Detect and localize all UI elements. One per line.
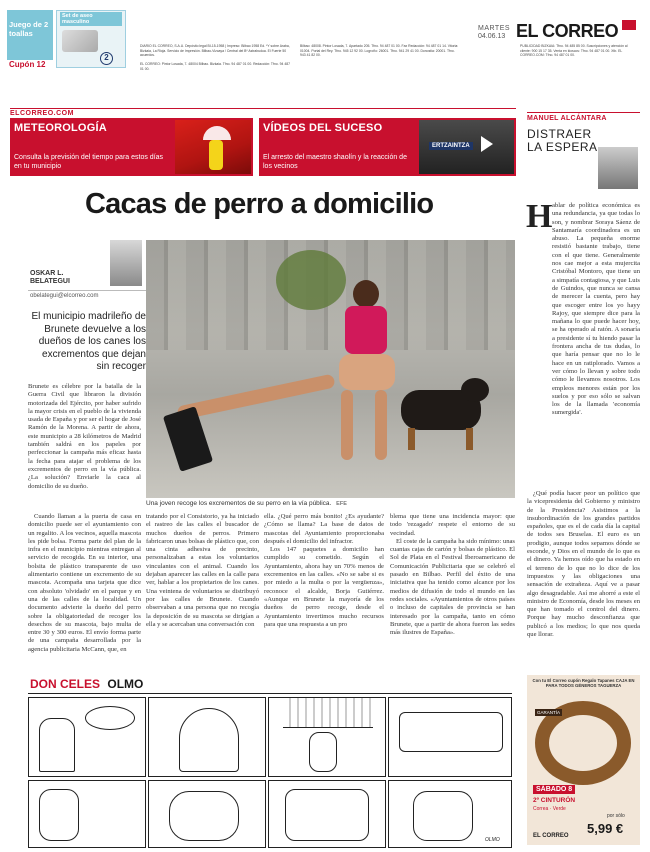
promo-kit-image — [62, 30, 98, 52]
article-col-4 — [390, 513, 515, 665]
column-dropcap: H — [526, 198, 553, 235]
raincoat-figure-icon — [209, 140, 223, 170]
comic-signature: OLMO — [485, 837, 500, 843]
meteo-banner[interactable] — [10, 118, 253, 176]
column-title: DISTRAER LA ESPERA — [527, 127, 598, 154]
ad-day-badge: SÁBADO 8 — [533, 785, 575, 794]
meteo-title: METEOROLOGÍA — [14, 122, 107, 134]
comic-panel-8 — [388, 780, 512, 848]
article-col-3b: Los 147 paquetes a domicilio han cumplido su cometido. Según el Ayuntamiento, ahora hay un 70% menos de excrementos en las calles. «No se sabe si es por miedo a la multa o por la vergüenza», reconoce el alcalde, Borja Gutiérrez. «Aunque en Brunete la mayoría de los dueños de perro recoge, desde el Ayuntamiento invertimos mucho recursos para que una respuesta a un pro — [264, 546, 384, 628]
comic-panel-3 — [268, 697, 386, 777]
article-photo — [146, 240, 515, 498]
web-section-rule — [10, 108, 516, 109]
credits-col-3: PUBLICIDAD BIZKAIA: Tfno. 94 485 85 00. Suscripciones y atención al cliente: 900 15 17 35. Venta en kioscos: Tfno. 94 487 01 00. Xtb. EL CORREO.COM: Tfno. 94 487 01 00. — [520, 44, 628, 58]
comic-panel-5 — [28, 780, 146, 848]
article-lead: El municipio madrileño de Brunete devuelve a los dueños de los canes los excrementos que dejan sin recoger — [31, 311, 146, 372]
masthead-logo: EL CORREO — [516, 21, 619, 41]
column-paragraph-1: ablar de política económica es una redundancia, ya que todas lo son, y nombrar Soraya Sáenz de Santamaría coordinadora es un abuso. La pequeña enorme resistió bastante trabajo, tiene con el que tiene. Generalmente nos cae mejor a esta mujercita Cristóbal Montoro, que tiene un a simpatía contagiosa, y que Luis de Guindos, que nunca se cansa de merecer la cuenta, pero hay que escoger entre los yo hayy Rajoy, que siempre dice para la mañana lo que puede hacer hoy, se ha operado al ratón. A sonaría a presidente sí tu hiendo pasar la frontera ancha de tus dudas, lo que haría pensar que no lo le hace en un ratiplorado. Vamos a ver cómo lo llevan y sobre todo cómo le llevamos nosotros. Los empleos menores están por los suelos y por eso sólo se salvan los de la llamada 'economía sumergida'. — [552, 202, 640, 417]
caption-text: Una joven recoge los excrementos de su perro en la vía pública. — [146, 500, 332, 507]
column-rule — [527, 112, 640, 113]
article-col-3a: ella. ¿Qué perro más bonito! ¿Es ayudante? ¿Cómo se llama? La base de datos de mascotas del Ayuntamiento proporcionaba después el domicilio del infractor. — [264, 513, 384, 545]
ad-brand-badge: GARANTÍA — [537, 710, 561, 715]
masthead-page-marker — [622, 20, 636, 30]
video-banner[interactable] — [259, 118, 516, 176]
article-col-2: tratando por el Consistorio, ya ha iniciado el rastreo de las calles el buscador de muchos dueños de perros. Primero fabricaron unas bolsas de plástico que, con una cinta adhesiva de precinto, personalizaban a estas los voluntarios vinculantes con el animal. Cuando los dejaban aparecer las calles en la calle para ver, hablar a los propietarios de los canes. Una veintena de voluntarios se distribuyó por las calles de Brunete. Cuando observaban a una persona que no recogía la deposición de su mascota se dirigían a ella y se acercaban una conversación con — [146, 513, 259, 628]
comic-panel-7 — [268, 780, 386, 848]
credits-address: EL CORREO: Pintor Losada, 7. 48004 Bilbao. Bizkaia. Tfno. 94 487 01 00. Redacción: Tfno. 94 487 01 00. — [140, 62, 290, 71]
ad-product: 2º CINTURÓN — [533, 797, 576, 804]
photo-bag — [163, 406, 213, 472]
video-text: El arresto del maestro shaolín y la reacción de los vecinos — [263, 154, 407, 170]
web-section-label: ELCORREO.COM — [10, 110, 74, 117]
photo-woman — [331, 280, 401, 470]
column-author: MANUEL ALCÁNTARA — [527, 115, 607, 122]
column-paragraph-1-cont — [527, 238, 640, 488]
umbrella-icon — [203, 126, 231, 140]
coupon-number-badge: 2 — [100, 52, 113, 65]
column-author-photo — [598, 147, 638, 189]
photo-caption — [146, 500, 515, 507]
ertzaintza-badge: ERTZAINTZA — [429, 142, 473, 150]
comic-rule — [28, 693, 512, 694]
byline-photo — [110, 240, 142, 286]
photo-arm-bag — [176, 374, 335, 421]
article-email[interactable]: obelategui@elcorreo.com — [30, 293, 99, 299]
article-col-3 — [264, 513, 384, 665]
comic-title-b: OLMO — [107, 677, 144, 691]
ad-logo: EL CORREO — [533, 833, 569, 839]
article-col-1b: Cuando llaman a la puerta de casa en domicilio puede ser el ayuntamiento con un regalito. A los vecinos, aquella mascota les pide bolsa. Forma parte del plan de la infra en el municipio mientras entregan al servicio de recogida. En su interior, una bolsita de plástico transparente de uso alimentario contiene un excremento de su mascota. Acompaña una tarjeta que dice con absoluto 'olvidado' en el parque y en una de las calles de la localidad. Un documento advierte la dueño del perro sobre la obligatoriedad de recoger los desechos de su mascota, bajo multa de entre 30 y 300 euros. El envío forma parte de una campaña desarrollada por la agencia publicitaria McCann, que, en — [28, 513, 141, 653]
credits-col-1: DIARIO EL CORREO, S.A.U. Depósito legal BI-15-1958 | Impreso: Bilbao 1958 Ed. *Y sobre Araba, Bizkaia, La Rioja. Servicio de Impresión. Bilbao-Vizcaya / Central del Bº Astrabudua. El Fuerte 50 acuerdos. — [140, 44, 290, 58]
belt-ad[interactable] — [527, 675, 640, 845]
comic-title-a: DON CELES — [30, 677, 101, 691]
promo-kit-title: Set de aseo masculino — [60, 12, 122, 26]
article-byline: OSKAR L. BELATEGUI — [30, 270, 70, 285]
article-col-4b: El coste de la campaña ha sido mínimo: unas cuantas cajas de cartón y bolsas de plástico. El Sol de Plata en el Festival Iberoamericano de Comunicación Publicitaria que se celebró el pasado en Bilbao. Perfil del éxito de una iniciativa que ha tenido como alcance por los medios de difusión de todo el mundo en las redes sociales. «Ayuntamientos de otros países o incluso de capitales de provincia se han interesado por la campaña, tanto en cómo Brunete, que a partir de ahora fueron las sedes más ilustres de España». — [390, 537, 515, 637]
comic-panel-2 — [148, 697, 266, 777]
video-thumbnail — [419, 120, 514, 174]
caption-credit: EFE — [336, 501, 347, 507]
byline-rule — [28, 290, 146, 291]
comic-panel-1 — [28, 697, 146, 777]
edition-date: 04.06.13 — [478, 33, 506, 40]
article-col-1: Brunete es célebre por la batalla de la Guerra Civil que libraron la división motorizada del Ejército, por haber sufrido la mayor crisis en el pueblo de la vivienda usada de España y por ser el hogar de José Ramón de la Morena. A partir de ahora, este municipio a 28 kilómetros de Madrid también saldrá en los papeles por perfeccionar la campaña más eficaz hasta la fecha para atajar el problema de los excrementos de perro en la vía pública. ¿La solución? Enviarle la caca al domicilio de su dueño. — [28, 383, 141, 490]
ad-top-text: Con tu El Correo cupón Regalo Tapanes CAJA EN PARA TODOS GÉNEROS TAGUERZA — [532, 678, 635, 689]
ad-price: 5,99 € — [587, 821, 624, 836]
article-headline: Cacas de perro a domicilio — [85, 188, 434, 220]
comic-title — [30, 677, 143, 691]
ad-product-sub: Correa · Verde — [533, 806, 566, 812]
video-title: VÍDEOS DEL SUCESO — [263, 122, 383, 134]
column-paragraph-2: ¿Qué podía hacer peor un político que la vicepresidenta del Gobierno y ministro de la Presidencia? Asistimos a la insubordinación de los grandes partidos españoles, que es el de cada día la capital de todos ses Bruselas. El euro es un prodigio, aunque todos sepamos dónde se esconde, y Dios en el mundo de lo que es el dinero. Ya hemos oído que ha estado en el terreno de lo que no lo dice de los impuestos y las obligaciones una sensación de extrañeza. Aquí ve a pasar algo desagradable. Así me ahorré a este el ministro de Economía, desde los meses en que han tomado el control del dinero. Porque hay mucho desconfianza que publicó a los medios; lo que nos queda que llorar. — [527, 490, 640, 639]
comic-panel-6 — [148, 780, 266, 848]
meteo-umbrella-image — [175, 120, 251, 174]
article-col-4a: blema que tiene una incidencia mayor: que todo 'rezagado' respete el entorno de su vecindad. — [390, 513, 515, 537]
promo-towels-title: Juego de 2 toallas — [9, 20, 49, 38]
play-icon[interactable] — [481, 136, 493, 152]
ad-price-label: por sólo — [607, 813, 625, 819]
credits-col-2: Bilbao: 48008. Pintor Losada, 7. Apartado 205. Tfno. 94 487 01 00. Fax Redacción: 94 487 01 14. Vitoria: 01004. Portal del Rey. Tfno. 945 12 92 00. Logroño: 26001. Tfno. 941 29 41 00. Donostia: 20001. Tfno. 943 41 82 00. — [300, 44, 459, 58]
meteo-text: Consulta la previsión del tiempo para estos días en tu municipio — [14, 154, 164, 170]
comic-panel-4 — [388, 697, 512, 777]
promo-coupon-label: Cupón 12 — [9, 60, 46, 69]
edition-day: MARTES — [478, 25, 511, 32]
